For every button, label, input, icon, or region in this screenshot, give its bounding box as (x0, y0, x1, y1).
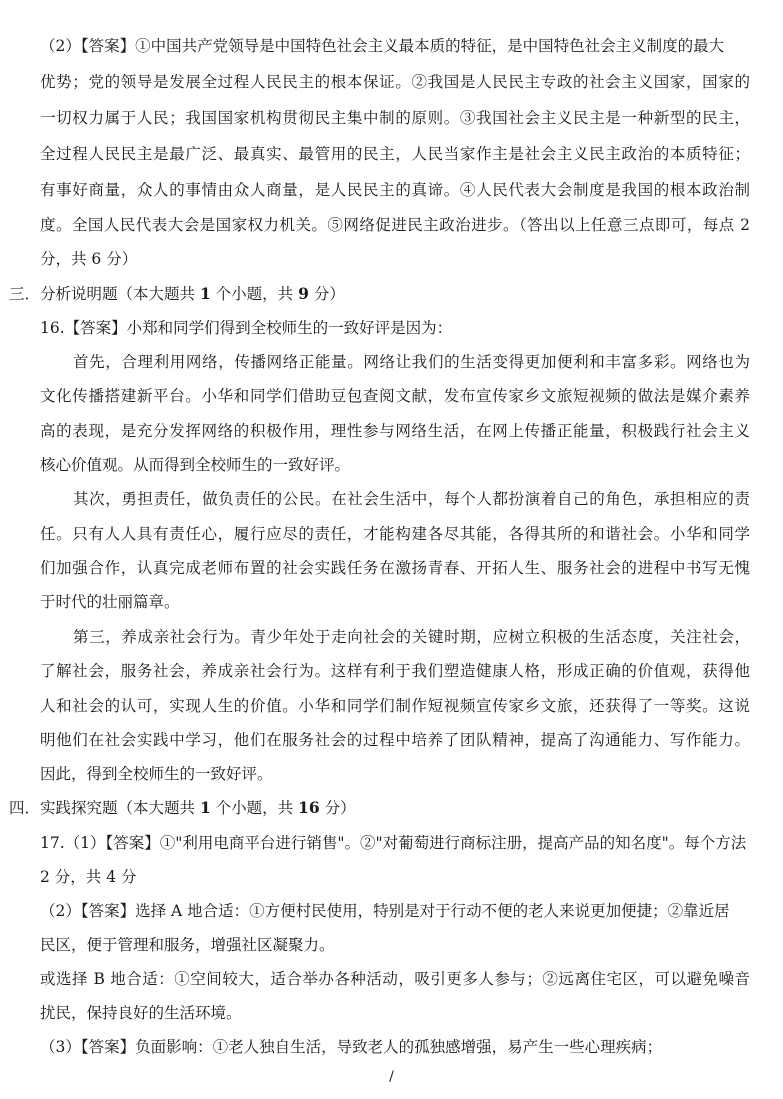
q16-p1-line-3: 高的表现，是充分发挥网络的积极作用，理性参与网络生活，在网上传播正能量，积极践行社会主义 (40, 422, 750, 440)
q16-p1-line-1: 首先，合理利用网络，传播网络正能量。网络让我们的生活变得更加便利和丰富多彩。网络也为 (73, 353, 750, 371)
q16-p2-line-2: 任。只有人人具有责任心，履行应尽的责任，才能构建各尽其能，各得其所的和谐社会。小华和同学 (40, 525, 750, 543)
q15-part2-line-3: 一切权力属于人民；我国国家机构贯彻民主集中制的原则。③我国社会主义民主是一种新型的民主， (40, 109, 750, 127)
q17-part2-label: （2）【答案】 (40, 902, 136, 920)
q16-heading: 16.【答案】小郑和同学们得到全校师生的一致好评是因为： (40, 319, 453, 337)
q16-p1-line-2: 文化传播搭建新平台。小华和同学们借助豆包查阅文献，发布宣传家乡文旅短视频的做法是媒介素养 (40, 387, 750, 405)
section-4-heading: 四．实践探究题（本大题共 1 个小题，共 16 分） (9, 798, 356, 817)
q17-part2b-line-1: 或选择 B 地合适：①空间较大，适合举办各种活动，吸引更多人参与；②远离住宅区，可以避免噪音 (40, 970, 750, 988)
q17-part3-label: （3）【答案】 (40, 1038, 136, 1056)
q17-part1-text-1: ①"利用电商平台进行销售"。②"对葡萄进行商标注册，提高产品的知名度"。每个方法 (159, 834, 747, 852)
q16-p2-line-1: 其次，勇担责任，做负责任的公民。在社会生活中，每个人都扮演着自己的角色，承担相应的责 (73, 490, 750, 508)
q17-part2-text-1: 选择 A 地合适：①方便村民使用，特别是对于行动不便的老人来说更加便捷；②靠近居 (135, 902, 730, 920)
q16-p2-line-4: 于时代的壮丽篇章。 (40, 593, 180, 611)
q16-p3-line-5: 因此，得到全校师生的一致好评。 (40, 765, 273, 783)
q15-part2-line-6: 度。全国人民代表大会是国家权力机关。⑤网络促进民主政治进步。（答出以上任意三点即可，每点 2 (40, 216, 750, 234)
q16-p2-line-3: 们加强合作，认真完成老师布置的社会实践任务在激扬青春、开拓人生、服务社会的进程中书写无愧 (40, 559, 750, 577)
q15-part2-line-7: 分，共 6 分） (40, 250, 138, 268)
q16-p1-line-4: 核心价值观。从而得到全校师生的一致好评。 (40, 456, 351, 474)
q16-p3-line-4: 明他们在社会实践中学习，他们在服务社会的过程中培养了团队精神，提高了沟通能力、写作能力。 (40, 731, 750, 749)
q15-part2-line-2: 优势；党的领导是发展全过程人民民主的根本保证。②我国是人民民主专政的社会主义国家，国家的 (40, 73, 750, 91)
q15-part2-line-1 (40, 36, 750, 56)
page-number: / (389, 1069, 394, 1085)
q15-part2-line-5: 有事好商量，众人的事情由众人商量，是人民民主的真谛。④人民代表大会制度是我国的根本政治制 (40, 181, 750, 199)
q17-part2-line-1 (40, 901, 750, 921)
q17-part3-text-1: 负面影响：①老人独自生活，导致老人的孤独感增强，易产生一些心理疾病； (135, 1038, 663, 1056)
q17-part2b-line-2: 扰民，保持良好的生活环境。 (40, 1004, 242, 1022)
q17-part1-line-1 (40, 833, 750, 853)
q16-p3-line-1: 第三，养成亲社会行为。青少年处于走向社会的关键时期，应树立积极的生活态度，关注社会， (73, 628, 750, 646)
q17-part3-line-1 (40, 1037, 750, 1057)
q15-part2-line-4: 全过程人民民主是最广泛、最真实、最管用的民主，人民当家作主是社会主义民主政治的本质特征； (40, 145, 750, 163)
q15-part2-text-1: ①中国共产党领导是中国特色社会主义最本质的特征，是中国特色社会主义制度的最大 (135, 37, 725, 55)
q17-part1-label: 17.（1）【答案】 (40, 834, 160, 852)
q16-p3-line-2: 了解社会，服务社会，养成亲社会行为。这样有利于我们塑造健康人格，形成正确的价值观，获得他 (40, 662, 750, 680)
q17-part2-line-2: 民区，便于管理和服务，增强社区凝聚力。 (40, 936, 335, 954)
section-3-heading: 三．分析说明题（本大题共 1 个小题，共 9 分） (9, 284, 345, 303)
q16-p3-line-3: 人和社会的认可，实现人生的价值。小华和同学们制作短视频宣传家乡文旅，还获得了一等奖。这说 (40, 697, 750, 715)
q15-part2-label: （2）【答案】 (40, 37, 136, 55)
q17-part1-line-2: 2 分，共 4 分 (40, 868, 137, 886)
